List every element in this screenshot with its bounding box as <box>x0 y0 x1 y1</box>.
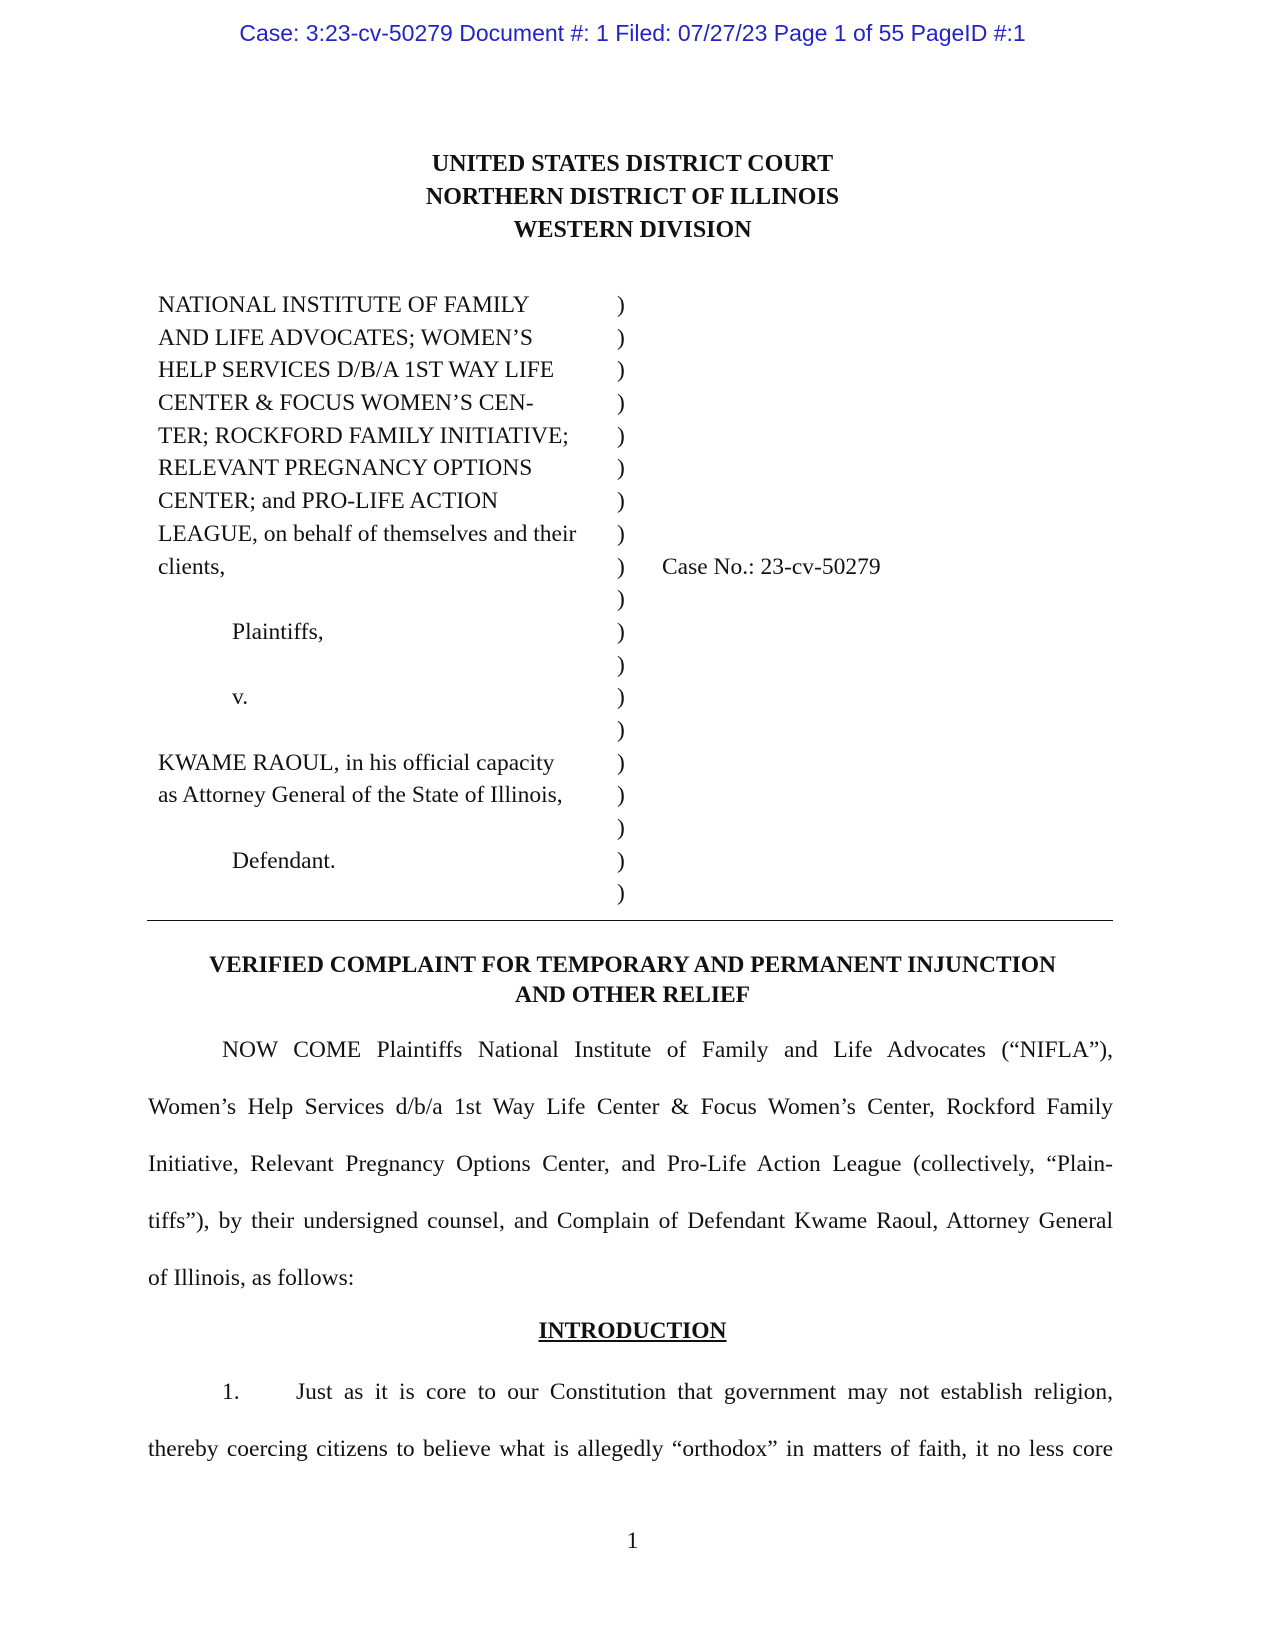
court-name: UNITED STATES DISTRICT COURT <box>431 151 834 177</box>
document-title-line: VERIFIED COMPLAINT FOR TEMPORARY AND PERMANENT INJUNCTION <box>209 952 1056 978</box>
case-caption <box>158 289 1118 910</box>
paragraph-line: NOW COME Plaintiffs National Institute of Family and Life Advocates (“NIFLA”), <box>222 1037 1113 1063</box>
caption-row <box>158 681 1118 714</box>
section-heading-introduction: INTRODUCTION <box>538 1318 727 1344</box>
caption-paren: ) <box>617 324 625 351</box>
plaintiff-name-line: CENTER; and PRO-LIFE ACTION <box>158 488 499 515</box>
caption-paren: ) <box>617 618 625 645</box>
case-number: Case No.: 23-cv-50279 <box>662 553 881 580</box>
paragraph-line: tiffs”), by their undersigned counsel, and Complain of Defendant Kwame Raoul, Attorney General <box>148 1208 1113 1234</box>
caption-row <box>158 812 1118 845</box>
intro-paragraph <box>148 1022 1113 1307</box>
document-title-line: AND OTHER RELIEF <box>514 982 751 1008</box>
caption-paren: ) <box>617 586 625 613</box>
caption-paren: ) <box>617 880 625 907</box>
defendant-name-line: as Attorney General of the State of Illinois, <box>158 782 563 809</box>
caption-row <box>158 387 1118 420</box>
caption-paren: ) <box>617 782 625 809</box>
defendant-name-line: KWAME RAOUL, in his official capacity <box>158 749 555 776</box>
caption-paren: ) <box>617 390 625 417</box>
plaintiff-name-line: HELP SERVICES D/B/A 1ST WAY LIFE <box>158 357 555 384</box>
caption-row <box>158 877 1118 910</box>
plaintiff-name-line: TER; ROCKFORD FAMILY INITIATIVE; <box>158 422 569 449</box>
caption-paren: ) <box>617 520 625 547</box>
caption-paren: ) <box>617 749 625 776</box>
plaintiff-name-line: NATIONAL INSTITUTE OF FAMILY <box>158 292 530 318</box>
ecf-filing-header: Case: 3:23-cv-50279 Document #: 1 Filed: 07/27/23 Page 1 of 55 PageID #:1 <box>239 20 1026 46</box>
caption-row <box>158 485 1118 518</box>
caption-row <box>158 616 1118 649</box>
caption-row <box>158 354 1118 387</box>
caption-row <box>158 747 1118 780</box>
plaintiff-name-line: RELEVANT PREGNANCY OPTIONS <box>158 455 533 482</box>
document-title <box>0 950 1265 1010</box>
caption-row <box>158 845 1118 878</box>
caption-paren: ) <box>617 455 625 482</box>
caption-divider <box>147 920 1113 921</box>
caption-paren: ) <box>617 553 625 580</box>
page-number: 1 <box>626 1528 639 1554</box>
paragraph-line: Women’s Help Services d/b/a 1st Way Life Center & Focus Women’s Center, Rockford Family <box>148 1094 1113 1120</box>
caption-row <box>158 714 1118 747</box>
numbered-paragraph <box>148 1364 1113 1478</box>
court-district: NORTHERN DISTRICT OF ILLINOIS <box>425 184 840 210</box>
defendant-role: Defendant. <box>232 847 336 874</box>
caption-row <box>158 583 1118 616</box>
court-division: WESTERN DIVISION <box>513 217 752 243</box>
plaintiffs-role: Plaintiffs, <box>232 618 324 645</box>
caption-paren: ) <box>617 651 625 678</box>
plaintiff-name-line: LEAGUE, on behalf of themselves and their <box>158 520 577 547</box>
paragraph-first-line <box>148 1364 1113 1421</box>
caption-paren: ) <box>617 357 625 384</box>
caption-row <box>158 779 1118 812</box>
caption-paren: ) <box>617 422 625 449</box>
plaintiff-name-line: CENTER & FOCUS WOMEN’S CEN- <box>158 390 534 417</box>
caption-paren: ) <box>617 488 625 515</box>
versus-label: v. <box>232 684 249 711</box>
plaintiff-name-line: AND LIFE ADVOCATES; WOMEN’S <box>158 324 533 351</box>
caption-paren: ) <box>617 292 625 318</box>
paragraph-line: thereby coercing citizens to believe what is allegedly “orthodox” in matters of faith, it no less core <box>148 1436 1113 1462</box>
caption-row <box>158 420 1118 453</box>
caption-paren: ) <box>617 684 625 711</box>
paragraph-line: of Illinois, as follows: <box>148 1265 355 1291</box>
paragraph-line: Initiative, Relevant Pregnancy Options Center, and Pro-Life Action League (collectively, “Plain- <box>148 1151 1113 1177</box>
plaintiff-name-line: clients, <box>158 553 226 580</box>
paragraph-line: Just as it is core to our Constitution that government may not establish religion, <box>296 1379 1113 1405</box>
caption-row <box>158 452 1118 485</box>
caption-row <box>158 322 1118 355</box>
caption-row <box>158 551 1118 584</box>
caption-row <box>158 649 1118 682</box>
paragraph-number: 1. <box>222 1379 240 1405</box>
caption-paren: ) <box>617 815 625 841</box>
caption-paren: ) <box>617 716 625 743</box>
caption-row <box>158 518 1118 551</box>
caption-row <box>158 289 1118 322</box>
court-heading <box>0 148 1265 247</box>
caption-paren: ) <box>617 847 625 874</box>
